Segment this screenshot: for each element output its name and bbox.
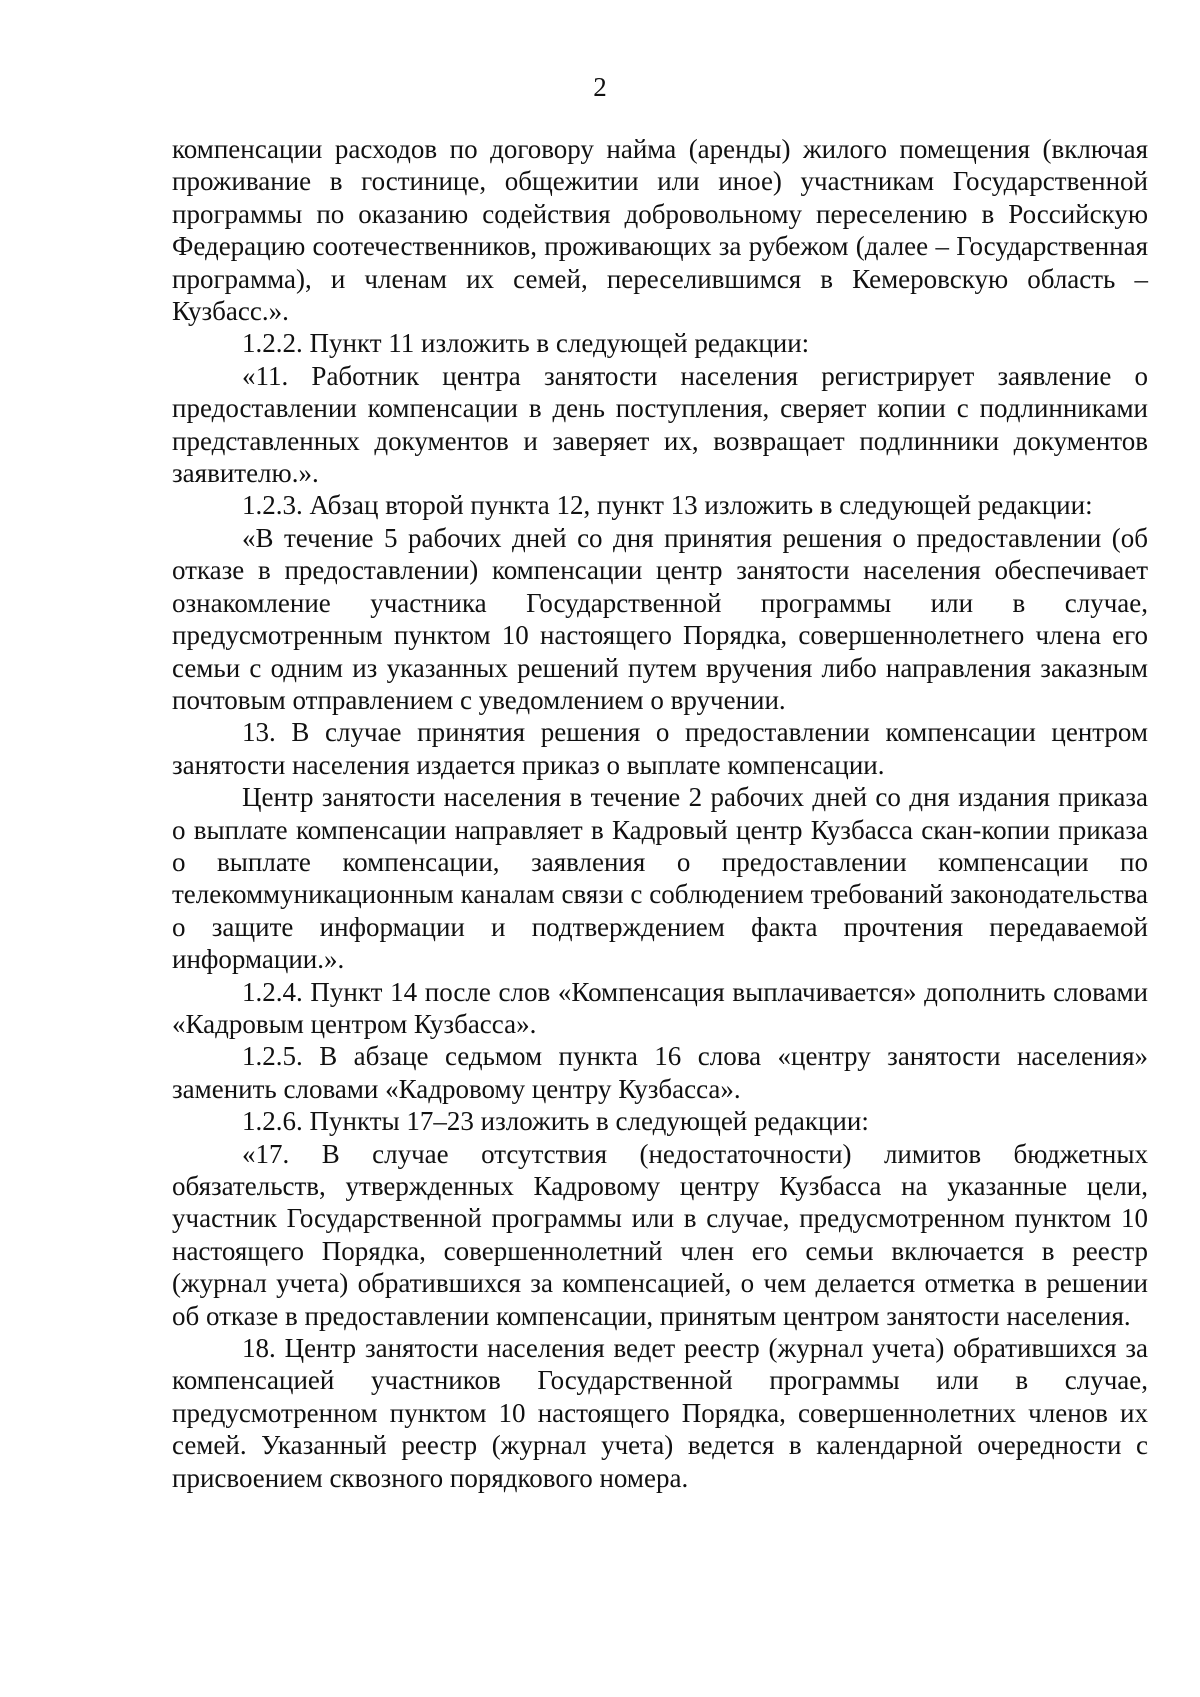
paragraph-continuation: компенсации расходов по договору найма (аренды) жилого помещения (включая проживание в гостинице, общежитии или иное) участникам Государственной программы по оказанию содействия добровольному переселению в Российскую Федерацию соотечественников, проживающих за рубежом (далее – Государственная программа), и членам их семей, переселившимся в Кемеровскую область – Кузбасс.».	[172, 134, 1148, 327]
paragraph-point-13-second: Центр занятости населения в течение 2 рабочих дней со дня издания приказа о выплате компенсации направляет в Кадровый центр Кузбасса скан-копии приказа о выплате компенсации, заявления о предоставлении компенсации по телекоммуникационным каналам связи с соблюдением требований законодательства о защите информации и подтверждением факта прочтения передаваемой информации.».	[172, 782, 1148, 975]
paragraph-point-13: 13. В случае принятия решения о предоставлении компенсации центром занятости населения издается приказ о выплате компенсации.	[172, 717, 1148, 780]
paragraph-1-2-4: 1.2.4. Пункт 14 после слов «Компенсация выплачивается» дополнить словами «Кадровым центром Кузбасса».	[172, 976, 1148, 1039]
document-body	[172, 133, 1148, 1494]
page-number: 2	[593, 72, 607, 102]
paragraph-point-11: «11. Работник центра занятости населения регистрирует заявление о предоставлении компенсации в день поступления, сверяет копии с подлинниками представленных документов и заверяет их, возвращает подлинники документов заявителю.».	[172, 360, 1148, 489]
paragraph-point-18: 18. Центр занятости населения ведет реестр (журнал учета) обратившихся за компенсацией участников Государственной программы или в случае, предусмотренном пунктом 10 настоящего Порядка, совершеннолетних членов их семей. Указанный реестр (журнал учета) ведется в календарной очередности с присвоением сквозного порядкового номера.	[172, 1333, 1148, 1493]
paragraph-point-17: «17. В случае отсутствия (недостаточности) лимитов бюджетных обязательств, утвержденных Кадровому центру Кузбасса на указанные цели, участник Государственной программы или в случае, предусмотренном пунктом 10 настоящего Порядка, совершеннолетний член его семьи включается в реестр (журнал учета) обратившихся за компенсацией, о чем делается отметка в решении об отказе в предоставлении компенсации, принятым центром занятости населения.	[172, 1138, 1148, 1331]
paragraph-1-2-3: 1.2.3. Абзац второй пункта 12, пункт 13 изложить в следующей редакции:	[242, 490, 1093, 521]
paragraph-1-2-2: 1.2.2. Пункт 11 изложить в следующей редакции:	[242, 328, 810, 359]
paragraph-1-2-6: 1.2.6. Пункты 17–23 изложить в следующей редакции:	[242, 1106, 869, 1137]
paragraph-point-12-text: «В течение 5 рабочих дней со дня принятия решения о предоставлении (об отказе в предоставлении) компенсации центр занятости населения обеспечивает ознакомление участника Государственной программы или в случае, предусмотренным пунктом 10 настоящего Порядка, совершеннолетнего члена его семьи с одним из указанных решений путем вручения либо направления заказным почтовым отправлением с уведомлением о вручении.	[172, 522, 1148, 715]
paragraph-1-2-5: 1.2.5. В абзаце седьмом пункта 16 слова «центру занятости населения» заменить словами «Кадровому центру Кузбасса».	[172, 1041, 1148, 1104]
